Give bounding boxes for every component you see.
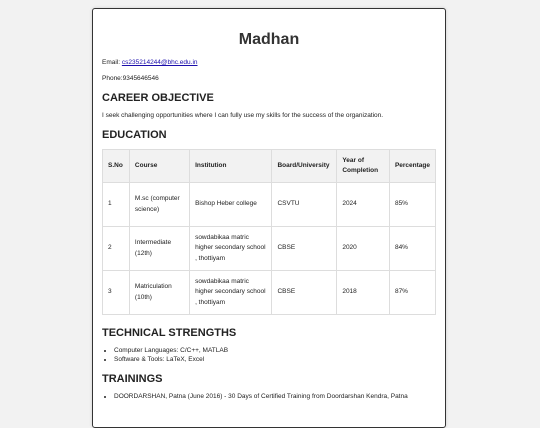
technical-list [102, 347, 436, 363]
col-percentage: Percentage [389, 150, 435, 183]
email-link[interactable]: cs235214244@bhc.edu.in [121, 59, 198, 66]
resume-name: Madhan [238, 31, 300, 48]
table-row [103, 227, 436, 271]
cell-institution: sowdabikaa matric higher secondary school , thottiyam [190, 271, 272, 315]
col-institution: Institution [190, 150, 272, 183]
objective-text: I seek challenging opportunities where I can fully use my skills for the success of the organization. [102, 112, 384, 119]
cell-sno: 3 [103, 271, 130, 315]
email-line [102, 59, 436, 66]
cell-sno: 2 [103, 227, 130, 271]
cell-board: CBSE [272, 227, 337, 271]
trainings-list [102, 393, 436, 400]
cell-year: 2024 [337, 183, 390, 227]
col-sno: S.No [103, 150, 130, 183]
table-row [103, 271, 436, 315]
table-row [103, 183, 436, 227]
cell-percentage: 84% [389, 227, 435, 271]
cell-course: Matriculation (10th) [129, 271, 189, 315]
email-label: Email: [102, 59, 122, 66]
cell-course: Intermediate (12th) [129, 227, 189, 271]
resume-page [92, 8, 446, 428]
list-item: • DOORDARSHAN, Patna (June 2016) - 30 Days of Certified Training from Doordarshan Kendra, Patna [114, 393, 436, 400]
cell-board: CSVTU [272, 183, 337, 227]
cell-percentage: 87% [389, 271, 435, 315]
cell-institution: Bishop Heber college [190, 183, 272, 227]
list-item: • Computer Languages: C/C++, MATLAB [114, 347, 436, 354]
col-year: Year of Completion [337, 150, 390, 183]
education-table [102, 149, 436, 315]
objective-heading: CAREER OBJECTIVE [102, 92, 214, 104]
col-board: Board/University [272, 150, 337, 183]
education-heading: EDUCATION [102, 129, 167, 141]
trainings-heading: TRAININGS [102, 373, 163, 385]
cell-sno: 1 [103, 183, 130, 227]
list-item: • Software & Tools: LaTeX, Excel [114, 356, 436, 363]
col-course: Course [129, 150, 189, 183]
cell-year: 2018 [337, 271, 390, 315]
cell-board: CBSE [272, 271, 337, 315]
phone-line: Phone:9345646546 [102, 75, 159, 82]
cell-course: M.sc (computer science) [129, 183, 189, 227]
cell-percentage: 85% [389, 183, 435, 227]
technical-heading: TECHNICAL STRENGTHS [102, 327, 237, 339]
cell-institution: sowdabikaa matric higher secondary school , thottiyam [190, 227, 272, 271]
table-header-row [103, 150, 436, 183]
cell-year: 2020 [337, 227, 390, 271]
